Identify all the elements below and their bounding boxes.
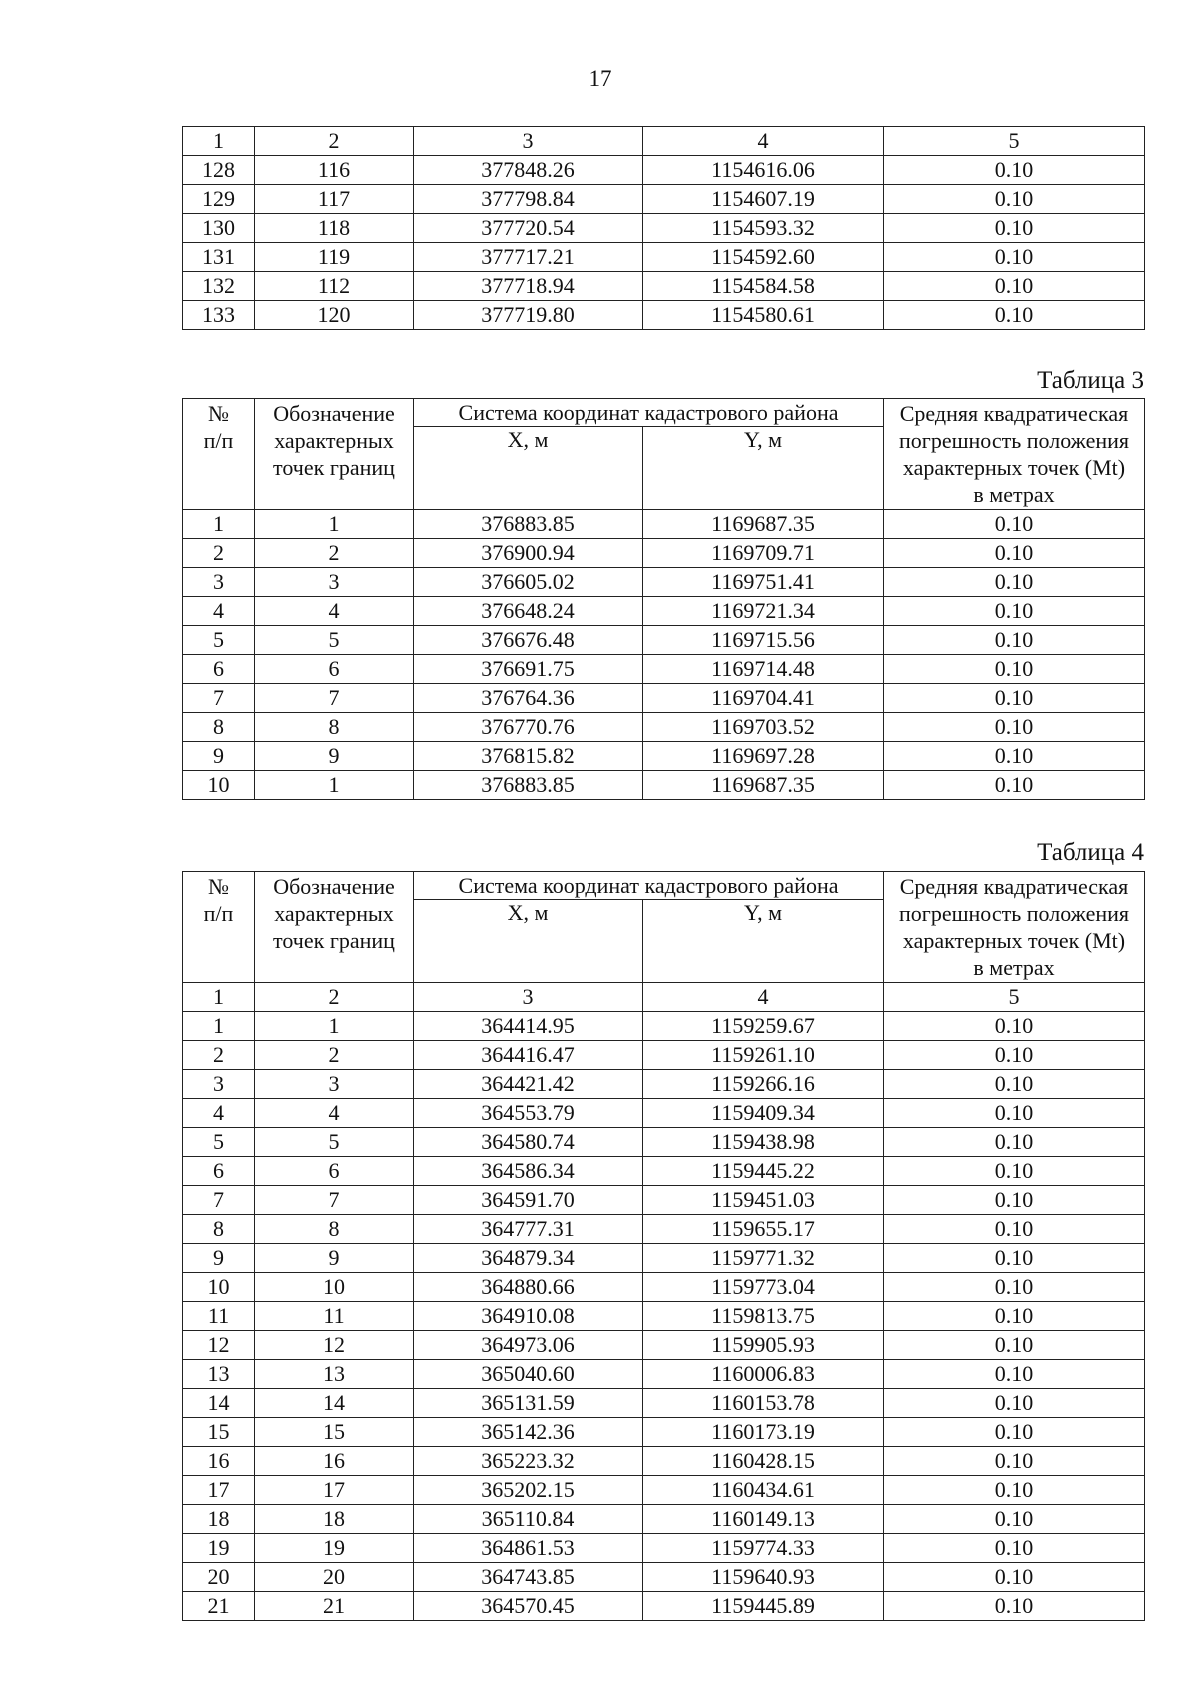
- cell-y-coordinate: 1169715.56: [643, 626, 884, 655]
- table-row: [183, 1041, 1145, 1070]
- cell-point-id: 1: [255, 510, 414, 539]
- cell-error: 0.10: [884, 771, 1145, 800]
- cell-y-coordinate: 1160006.83: [643, 1360, 884, 1389]
- cell-error: 0.10: [884, 568, 1145, 597]
- cell-point-id: 119: [255, 243, 414, 272]
- table-row: [183, 626, 1145, 655]
- cell-x-coordinate: 377848.26: [414, 156, 643, 185]
- table-row: [183, 272, 1145, 301]
- header-coordinate-system: Система координат кадастрового района: [414, 872, 884, 900]
- cell-x-coordinate: 364973.06: [414, 1331, 643, 1360]
- table-row: [183, 684, 1145, 713]
- cell-error: 0.10: [884, 1215, 1145, 1244]
- table-row: [183, 597, 1145, 626]
- column-number: 1: [183, 127, 255, 156]
- cell-point-id: 4: [255, 597, 414, 626]
- cell-row-number: 20: [183, 1563, 255, 1592]
- cell-row-number: 4: [183, 1099, 255, 1128]
- header-designation: Обозначение характерных точек границ: [255, 872, 414, 983]
- cell-row-number: 132: [183, 272, 255, 301]
- table-row: [183, 214, 1145, 243]
- table-row: [183, 185, 1145, 214]
- table-row: [183, 301, 1145, 330]
- cell-point-id: 118: [255, 214, 414, 243]
- cell-error: 0.10: [884, 1563, 1145, 1592]
- cell-y-coordinate: 1169687.35: [643, 771, 884, 800]
- cell-y-coordinate: 1154607.19: [643, 185, 884, 214]
- table-row: [183, 1244, 1145, 1273]
- table-row: [183, 1447, 1145, 1476]
- cell-row-number: 21: [183, 1592, 255, 1621]
- cell-y-coordinate: 1154593.32: [643, 214, 884, 243]
- cell-row-number: 1: [183, 1012, 255, 1041]
- cell-point-id: 6: [255, 1157, 414, 1186]
- header-error: Средняя квадратическая погрешность положения характерных точек (Mt) в метрах: [884, 872, 1145, 983]
- cell-point-id: 3: [255, 1070, 414, 1099]
- cell-point-id: 13: [255, 1360, 414, 1389]
- cell-error: 0.10: [884, 156, 1145, 185]
- cell-y-coordinate: 1159640.93: [643, 1563, 884, 1592]
- cell-error: 0.10: [884, 243, 1145, 272]
- table-numbering-row: [183, 983, 1145, 1012]
- cell-error: 0.10: [884, 301, 1145, 330]
- cell-y-coordinate: 1159266.16: [643, 1070, 884, 1099]
- cell-x-coordinate: 364743.85: [414, 1563, 643, 1592]
- table-3-caption: Таблица 3: [1037, 367, 1144, 394]
- cell-point-id: 7: [255, 1186, 414, 1215]
- cell-x-coordinate: 365142.36: [414, 1418, 643, 1447]
- cell-x-coordinate: 377720.54: [414, 214, 643, 243]
- cell-row-number: 10: [183, 1273, 255, 1302]
- cell-y-coordinate: 1159774.33: [643, 1534, 884, 1563]
- cell-error: 0.10: [884, 1302, 1145, 1331]
- cell-y-coordinate: 1159771.32: [643, 1244, 884, 1273]
- cell-point-id: 21: [255, 1592, 414, 1621]
- cell-point-id: 15: [255, 1418, 414, 1447]
- cell-x-coordinate: 377717.21: [414, 243, 643, 272]
- cell-x-coordinate: 376900.94: [414, 539, 643, 568]
- cell-y-coordinate: 1159445.89: [643, 1592, 884, 1621]
- cell-y-coordinate: 1169714.48: [643, 655, 884, 684]
- cell-y-coordinate: 1154584.58: [643, 272, 884, 301]
- cell-error: 0.10: [884, 272, 1145, 301]
- cell-error: 0.10: [884, 1012, 1145, 1041]
- cell-row-number: 15: [183, 1418, 255, 1447]
- cell-y-coordinate: 1159409.34: [643, 1099, 884, 1128]
- cell-row-number: 1: [183, 510, 255, 539]
- cell-point-id: 8: [255, 1215, 414, 1244]
- cell-error: 0.10: [884, 742, 1145, 771]
- cell-point-id: 14: [255, 1389, 414, 1418]
- table-row: [183, 1302, 1145, 1331]
- cell-x-coordinate: 376883.85: [414, 771, 643, 800]
- cell-x-coordinate: 364586.34: [414, 1157, 643, 1186]
- cell-y-coordinate: 1160428.15: [643, 1447, 884, 1476]
- column-number: 1: [183, 983, 255, 1012]
- column-number: 4: [643, 983, 884, 1012]
- column-number: 2: [255, 983, 414, 1012]
- table-row: [183, 510, 1145, 539]
- table-row: [183, 1273, 1145, 1302]
- cell-x-coordinate: 364591.70: [414, 1186, 643, 1215]
- cell-row-number: 3: [183, 568, 255, 597]
- cell-row-number: 6: [183, 655, 255, 684]
- cell-y-coordinate: 1159773.04: [643, 1273, 884, 1302]
- cell-y-coordinate: 1160173.19: [643, 1418, 884, 1447]
- table-row: [183, 1505, 1145, 1534]
- column-number: 5: [884, 983, 1145, 1012]
- cell-point-id: 2: [255, 539, 414, 568]
- table-row: [183, 771, 1145, 800]
- table-row: [183, 1128, 1145, 1157]
- cell-x-coordinate: 376883.85: [414, 510, 643, 539]
- cell-error: 0.10: [884, 1476, 1145, 1505]
- cell-row-number: 12: [183, 1331, 255, 1360]
- cell-point-id: 7: [255, 684, 414, 713]
- cell-error: 0.10: [884, 1273, 1145, 1302]
- cell-point-id: 19: [255, 1534, 414, 1563]
- cell-error: 0.10: [884, 510, 1145, 539]
- cell-point-id: 1: [255, 1012, 414, 1041]
- column-number: 5: [884, 127, 1145, 156]
- cell-x-coordinate: 364580.74: [414, 1128, 643, 1157]
- cell-x-coordinate: 365040.60: [414, 1360, 643, 1389]
- cell-x-coordinate: 364910.08: [414, 1302, 643, 1331]
- table-row: [183, 1099, 1145, 1128]
- cell-y-coordinate: 1159905.93: [643, 1331, 884, 1360]
- cell-y-coordinate: 1159655.17: [643, 1215, 884, 1244]
- cell-row-number: 2: [183, 539, 255, 568]
- column-number: 2: [255, 127, 414, 156]
- cell-error: 0.10: [884, 684, 1145, 713]
- cell-row-number: 5: [183, 626, 255, 655]
- cell-x-coordinate: 376676.48: [414, 626, 643, 655]
- page-number: 17: [588, 66, 612, 91]
- cell-error: 0.10: [884, 1447, 1145, 1476]
- cell-point-id: 10: [255, 1273, 414, 1302]
- cell-x-coordinate: 377719.80: [414, 301, 643, 330]
- cell-error: 0.10: [884, 1070, 1145, 1099]
- table-row: [183, 1070, 1145, 1099]
- cell-x-coordinate: 365131.59: [414, 1389, 643, 1418]
- cell-row-number: 18: [183, 1505, 255, 1534]
- cell-x-coordinate: 365202.15: [414, 1476, 643, 1505]
- cell-row-number: 9: [183, 1244, 255, 1273]
- cell-point-id: 117: [255, 185, 414, 214]
- table-4-caption: Таблица 4: [1037, 839, 1144, 866]
- cell-x-coordinate: 377798.84: [414, 185, 643, 214]
- cell-x-coordinate: 365223.32: [414, 1447, 643, 1476]
- table-row: [183, 1476, 1145, 1505]
- cell-row-number: 8: [183, 1215, 255, 1244]
- header-designation: Обозначение характерных точек границ: [255, 399, 414, 510]
- cell-y-coordinate: 1154580.61: [643, 301, 884, 330]
- cell-row-number: 5: [183, 1128, 255, 1157]
- table-row: [183, 539, 1145, 568]
- cell-x-coordinate: 364421.42: [414, 1070, 643, 1099]
- cell-y-coordinate: 1159438.98: [643, 1128, 884, 1157]
- column-number: 3: [414, 127, 643, 156]
- cell-error: 0.10: [884, 1505, 1145, 1534]
- cell-row-number: 2: [183, 1041, 255, 1070]
- cell-y-coordinate: 1159445.22: [643, 1157, 884, 1186]
- cell-y-coordinate: 1160434.61: [643, 1476, 884, 1505]
- cell-point-id: 1: [255, 771, 414, 800]
- cell-row-number: 130: [183, 214, 255, 243]
- cell-x-coordinate: 364879.34: [414, 1244, 643, 1273]
- header-x: X, м: [414, 900, 643, 983]
- cell-point-id: 9: [255, 742, 414, 771]
- cell-x-coordinate: 364777.31: [414, 1215, 643, 1244]
- cell-y-coordinate: 1160149.13: [643, 1505, 884, 1534]
- table-row: [183, 742, 1145, 771]
- cell-error: 0.10: [884, 655, 1145, 684]
- cell-x-coordinate: 364570.45: [414, 1592, 643, 1621]
- table-row: [183, 1563, 1145, 1592]
- cell-y-coordinate: 1159259.67: [643, 1012, 884, 1041]
- cell-y-coordinate: 1169709.71: [643, 539, 884, 568]
- cell-error: 0.10: [884, 597, 1145, 626]
- cell-row-number: 7: [183, 1186, 255, 1215]
- cell-y-coordinate: 1169697.28: [643, 742, 884, 771]
- header-y: Y, м: [643, 427, 884, 510]
- table-row: [183, 1012, 1145, 1041]
- cell-point-id: 20: [255, 1563, 414, 1592]
- cell-row-number: 7: [183, 684, 255, 713]
- header-coordinate-system: Система координат кадастрового района: [414, 399, 884, 427]
- table-row: [183, 243, 1145, 272]
- table-row: [183, 1360, 1145, 1389]
- cell-y-coordinate: 1154592.60: [643, 243, 884, 272]
- cell-row-number: 13: [183, 1360, 255, 1389]
- cell-row-number: 6: [183, 1157, 255, 1186]
- cell-error: 0.10: [884, 713, 1145, 742]
- cell-row-number: 16: [183, 1447, 255, 1476]
- cell-row-number: 14: [183, 1389, 255, 1418]
- cell-x-coordinate: 376648.24: [414, 597, 643, 626]
- cell-point-id: 3: [255, 568, 414, 597]
- cell-point-id: 16: [255, 1447, 414, 1476]
- cell-error: 0.10: [884, 1360, 1145, 1389]
- cell-error: 0.10: [884, 1128, 1145, 1157]
- cell-row-number: 11: [183, 1302, 255, 1331]
- header-y: Y, м: [643, 900, 884, 983]
- column-number: 3: [414, 983, 643, 1012]
- table-row: [183, 1186, 1145, 1215]
- column-number: 4: [643, 127, 884, 156]
- cell-x-coordinate: 364880.66: [414, 1273, 643, 1302]
- cell-point-id: 116: [255, 156, 414, 185]
- cell-y-coordinate: 1159451.03: [643, 1186, 884, 1215]
- cell-error: 0.10: [884, 1157, 1145, 1186]
- cell-x-coordinate: 364416.47: [414, 1041, 643, 1070]
- table-row: [183, 156, 1145, 185]
- cell-error: 0.10: [884, 1244, 1145, 1273]
- cell-error: 0.10: [884, 1041, 1145, 1070]
- cell-point-id: 6: [255, 655, 414, 684]
- cell-y-coordinate: 1169721.34: [643, 597, 884, 626]
- cell-error: 0.10: [884, 185, 1145, 214]
- cell-y-coordinate: 1154616.06: [643, 156, 884, 185]
- cell-x-coordinate: 376764.36: [414, 684, 643, 713]
- cell-point-id: 18: [255, 1505, 414, 1534]
- table-4: [182, 871, 1145, 1621]
- cell-error: 0.10: [884, 1389, 1145, 1418]
- cell-row-number: 8: [183, 713, 255, 742]
- cell-row-number: 19: [183, 1534, 255, 1563]
- cell-x-coordinate: 365110.84: [414, 1505, 643, 1534]
- cell-error: 0.10: [884, 1331, 1145, 1360]
- cell-error: 0.10: [884, 1592, 1145, 1621]
- table-row: [183, 1534, 1145, 1563]
- table-row: [183, 1331, 1145, 1360]
- header-number: № п/п: [183, 399, 255, 510]
- cell-error: 0.10: [884, 539, 1145, 568]
- table-row: [183, 1389, 1145, 1418]
- cell-row-number: 4: [183, 597, 255, 626]
- header-number: № п/п: [183, 872, 255, 983]
- cell-y-coordinate: 1159261.10: [643, 1041, 884, 1070]
- cell-x-coordinate: 364414.95: [414, 1012, 643, 1041]
- cell-y-coordinate: 1169703.52: [643, 713, 884, 742]
- cell-row-number: 131: [183, 243, 255, 272]
- table-row: [183, 568, 1145, 597]
- cell-point-id: 17: [255, 1476, 414, 1505]
- cell-y-coordinate: 1160153.78: [643, 1389, 884, 1418]
- cell-row-number: 10: [183, 771, 255, 800]
- cell-error: 0.10: [884, 1534, 1145, 1563]
- cell-point-id: 9: [255, 1244, 414, 1273]
- cell-point-id: 12: [255, 1331, 414, 1360]
- cell-row-number: 3: [183, 1070, 255, 1099]
- cell-row-number: 9: [183, 742, 255, 771]
- cell-error: 0.10: [884, 1099, 1145, 1128]
- cell-row-number: 129: [183, 185, 255, 214]
- cell-x-coordinate: 376770.76: [414, 713, 643, 742]
- cell-y-coordinate: 1169704.41: [643, 684, 884, 713]
- table-numbering-row: [183, 127, 1145, 156]
- cell-x-coordinate: 364553.79: [414, 1099, 643, 1128]
- cell-error: 0.10: [884, 214, 1145, 243]
- table-row: [183, 1157, 1145, 1186]
- cell-x-coordinate: 364861.53: [414, 1534, 643, 1563]
- cell-point-id: 8: [255, 713, 414, 742]
- table-row: [183, 1418, 1145, 1447]
- cell-point-id: 5: [255, 626, 414, 655]
- table-row: [183, 655, 1145, 684]
- cell-point-id: 2: [255, 1041, 414, 1070]
- table-3: [182, 398, 1145, 800]
- cell-point-id: 4: [255, 1099, 414, 1128]
- table-row: [183, 1592, 1145, 1621]
- cell-y-coordinate: 1169751.41: [643, 568, 884, 597]
- table-continued: [182, 126, 1145, 330]
- cell-error: 0.10: [884, 1186, 1145, 1215]
- cell-y-coordinate: 1169687.35: [643, 510, 884, 539]
- table-row: [183, 713, 1145, 742]
- header-error: Средняя квадратическая погрешность положения характерных точек (Mt) в метрах: [884, 399, 1145, 510]
- cell-point-id: 5: [255, 1128, 414, 1157]
- cell-x-coordinate: 376691.75: [414, 655, 643, 684]
- cell-row-number: 133: [183, 301, 255, 330]
- cell-point-id: 11: [255, 1302, 414, 1331]
- cell-error: 0.10: [884, 1418, 1145, 1447]
- cell-row-number: 128: [183, 156, 255, 185]
- cell-x-coordinate: 377718.94: [414, 272, 643, 301]
- table-row: [183, 1215, 1145, 1244]
- cell-y-coordinate: 1159813.75: [643, 1302, 884, 1331]
- cell-x-coordinate: 376815.82: [414, 742, 643, 771]
- header-x: X, м: [414, 427, 643, 510]
- cell-point-id: 112: [255, 272, 414, 301]
- cell-x-coordinate: 376605.02: [414, 568, 643, 597]
- cell-point-id: 120: [255, 301, 414, 330]
- cell-row-number: 17: [183, 1476, 255, 1505]
- cell-error: 0.10: [884, 626, 1145, 655]
